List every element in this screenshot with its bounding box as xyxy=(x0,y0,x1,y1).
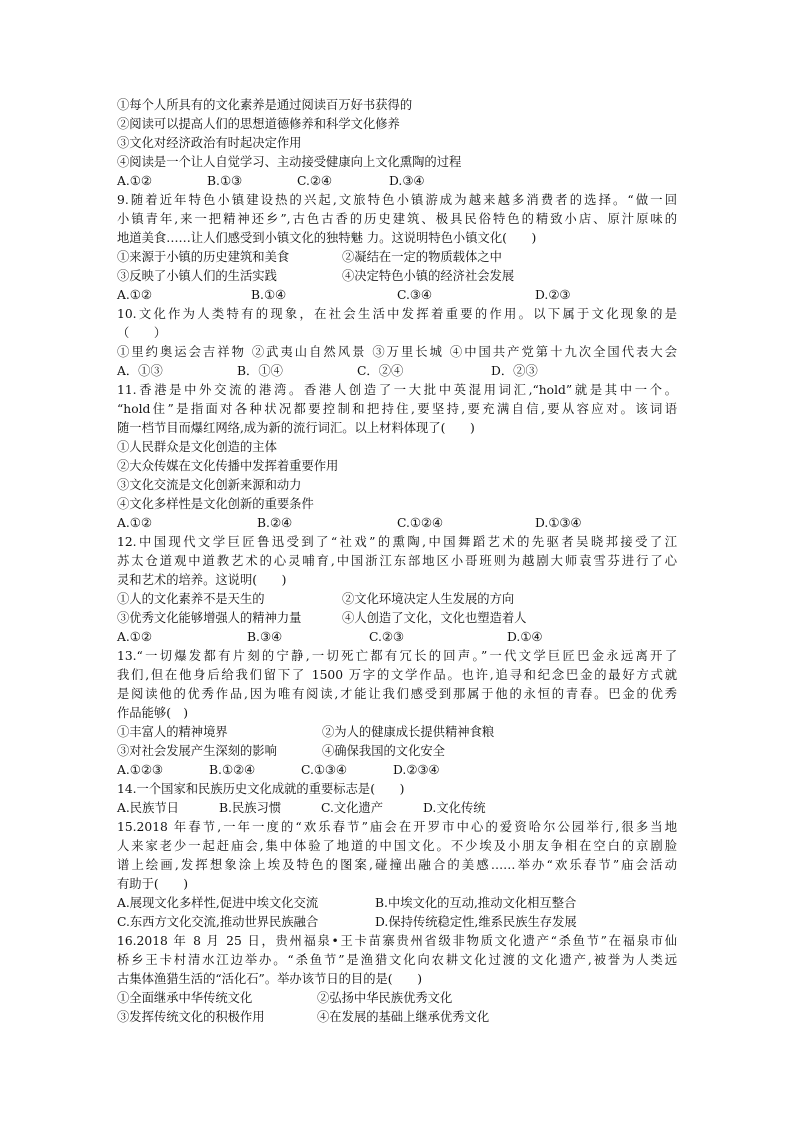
q13-option-d: D.②③④ xyxy=(393,763,440,777)
q8-option-d: D.③④ xyxy=(389,174,425,188)
q10-option-d: D．②③ xyxy=(491,364,538,378)
q12-statement-3: ③优秀文化能够增强人的精神力量 xyxy=(117,611,302,625)
q10-option-c: C．②④ xyxy=(357,364,404,378)
q10-statements: ①里约奥运会吉祥物 ②武夷山自然风景 ③万里长城 ④中国共产党第十九次全国代表大会 xyxy=(117,345,677,359)
q14-option-c: C.文化遗产 xyxy=(321,801,384,815)
q12-option-b: B.③④ xyxy=(247,630,282,644)
q16-statement-4: ④在发展的基础上继承优秀文化 xyxy=(317,1010,490,1024)
q13-statement-2: ②为人的健康成长提供精神食粮 xyxy=(322,725,495,739)
q11-option-d: D.①③④ xyxy=(535,516,582,530)
q16-statement-1: ①全面继承中华传统文化 xyxy=(117,991,253,1005)
q12-stem-3: 灵和艺术的培养。这说明( ) xyxy=(117,573,287,587)
q11-statement-1: ①人民群众是文化创造的主体 xyxy=(117,440,277,454)
q12-statement-2: ②文化环境决定人生发展的方向 xyxy=(342,592,515,606)
q11-option-a: A.①② xyxy=(117,516,152,530)
q16-stem-2: 桥乡王卡村清水江边举办。“杀鱼节”是渔猎文化向农耕文化过渡的文化遗产,被誉为人类远 xyxy=(117,953,677,967)
q14-option-a: A.民族节日 xyxy=(117,801,179,815)
q9-option-b: B.①④ xyxy=(251,288,286,302)
q12-option-c: C.②③ xyxy=(369,630,404,644)
q15-option-c: C.东西方文化交流,推动世界民族融合 xyxy=(117,915,319,929)
q8-statement-2: ②阅读可以提高人们的思想道德修养和科学文化修养 xyxy=(117,117,400,131)
q9-option-d: D.②③ xyxy=(535,288,571,302)
q15-option-a: A.展现文化多样性,促进中埃文化交流 xyxy=(117,896,319,910)
q9-stem-3: 地道美食……让人们感受到小镇文化的独特魅 力。这说明特色小镇文化( ) xyxy=(117,231,537,245)
q13-stem-2: 我们,但在他身后给我们留下了 1500 万字的文学作品。也许,追寻和纪念巴金的最好方式就 xyxy=(117,668,677,682)
q15-stem-3: 谱上绘画,发挥想象涂上埃及特色的图案,碰撞出融合的美感……举办“欢乐春节”庙会活动 xyxy=(117,858,677,872)
q9-statement-1: ①来源于小镇的历史建筑和美食 xyxy=(117,250,290,264)
q11-stem-2: “hold住”是指面对各种状况都要控制和把持住,要坚持,要充满自信,要从容应对。该词语 xyxy=(117,402,677,416)
q8-option-c: C.②④ xyxy=(297,174,332,188)
q8-statement-4: ④阅读是一个让人自觉学习、主动接受健康向上文化熏陶的过程 xyxy=(117,155,462,169)
q16-stem-3: 古集体渔猎生活的“活化石”。举办该节日的目的是( ) xyxy=(117,972,422,986)
q9-option-a: A.①② xyxy=(117,288,152,302)
q15-option-b: B.中埃文化的互动,推动文化相互整合 xyxy=(375,896,577,910)
q9-statement-2: ②凝结在一定的物质载体之中 xyxy=(342,250,502,264)
q12-statement-1: ①人的文化素养不是天生的 xyxy=(117,592,265,606)
q10-option-b: B．①④ xyxy=(237,364,283,378)
q8-option-b: B.①③ xyxy=(207,174,242,188)
q13-statement-3: ③对社会发展产生深刻的影响 xyxy=(117,744,277,758)
q9-stem-2: 小镇青年,来一把精神还乡”,古色古香的历史建筑、极具民俗特色的精致小店、原汁原味的 xyxy=(117,212,677,226)
q16-statement-3: ③发挥传统文化的积极作用 xyxy=(117,1010,265,1024)
q9-statement-3: ③反映了小镇人们的生活实践 xyxy=(117,269,277,283)
q13-statement-1: ①丰富人的精神境界 xyxy=(117,725,228,739)
q14-option-d: D.文化传统 xyxy=(423,801,486,815)
q12-stem-1: 12.中国现代文学巨匠鲁迅受到了“社戏”的熏陶,中国舞蹈艺术的先驱者吴晓邦接受了江 xyxy=(117,535,677,549)
q11-option-b: B.②④ xyxy=(257,516,292,530)
q13-stem-3: 是阅读他的优秀作品,因为唯有阅读,才能让我们感受到那属于他的永恒的青春。巴金的优秀 xyxy=(117,687,677,701)
q14-stem: 14.一个国家和民族历史文化成就的重要标志是( ) xyxy=(117,782,405,796)
q8-option-a: A.①② xyxy=(117,174,152,188)
q9-option-c: C.③④ xyxy=(397,288,432,302)
q12-stem-2: 苏太仓道观中道教艺术的心灵哺育,中国浙江东部地区小哥班则为越剧大师袁雪芬进行了心 xyxy=(117,554,677,568)
q10-stem-1: 10.文化作为人类特有的现象，在社会生活中发挥着重要的作用。以下属于文化现象的是 xyxy=(117,307,677,321)
q11-statement-2: ②大众传媒在文化传播中发挥着重要作用 xyxy=(117,459,339,473)
q11-option-c: C.①②④ xyxy=(397,516,443,530)
q13-option-c: C.①③④ xyxy=(301,763,347,777)
q9-stem-1: 9.随着近年特色小镇建设热的兴起,文旅特色小镇游成为越来越多消费者的选择。“做一回 xyxy=(117,193,677,207)
q12-statement-4: ④人创造了文化，文化也塑造着人 xyxy=(342,611,527,625)
q15-stem-2: 人来家老少一起赶庙会,集中体验了地道的中国文化。不少埃及小朋友争相在空白的京剧脸 xyxy=(117,839,677,853)
q11-stem-3: 随一档节目而爆红网络,成为新的流行词汇。以上材料体现了( ) xyxy=(117,421,475,435)
q11-statement-3: ③文化交流是文化创新来源和动力 xyxy=(117,478,302,492)
q16-statement-2: ②弘扬中华民族优秀文化 xyxy=(317,991,453,1005)
q11-stem-1: 11.香港是中外交流的港湾。香港人创造了一大批中英混用词汇,“hold”就是其中一个。 xyxy=(117,383,677,397)
q14-option-b: B.民族习惯 xyxy=(219,801,282,815)
q10-stem-2: （ ） xyxy=(117,326,167,340)
q13-option-a: A.①②③ xyxy=(117,763,163,777)
q8-statement-3: ③文化对经济政治有时起决定作用 xyxy=(117,136,302,150)
q16-stem-1: 16.2018 年 8 月 25 日，贵州福泉•王卡苗寨贵州省级非物质文化遗产“杀鱼节”在福泉市仙 xyxy=(117,934,677,948)
q11-statement-4: ④文化多样性是文化创新的重要条件 xyxy=(117,497,314,511)
q13-stem-1: 13.“一切爆发都有片刻的宁静,一切死亡都有冗长的回声。”一代文学巨匠巴金永远离开了 xyxy=(117,649,677,663)
q10-option-a: A．①③ xyxy=(117,364,163,378)
q9-statement-4: ④决定特色小镇的经济社会发展 xyxy=(342,269,515,283)
q15-stem-4: 有助于( ) xyxy=(117,877,189,891)
q8-statement-1: ①每个人所具有的文化素养是通过阅读百万好书获得的 xyxy=(117,98,413,112)
q13-stem-4: 作品能够( ) xyxy=(117,706,189,720)
q12-option-d: D.①④ xyxy=(507,630,543,644)
q15-stem-1: 15.2018 年春节,一年一度的“欢乐春节”庙会在开罗市中心的爱资哈尔公园举行,很多当地 xyxy=(117,820,677,834)
q13-statement-4: ④确保我国的文化安全 xyxy=(322,744,445,758)
q12-option-a: A.①② xyxy=(117,630,152,644)
q15-option-d: D.保持传统稳定性,维系民族生存发展 xyxy=(375,915,577,929)
q13-option-b: B.①②④ xyxy=(209,763,256,777)
